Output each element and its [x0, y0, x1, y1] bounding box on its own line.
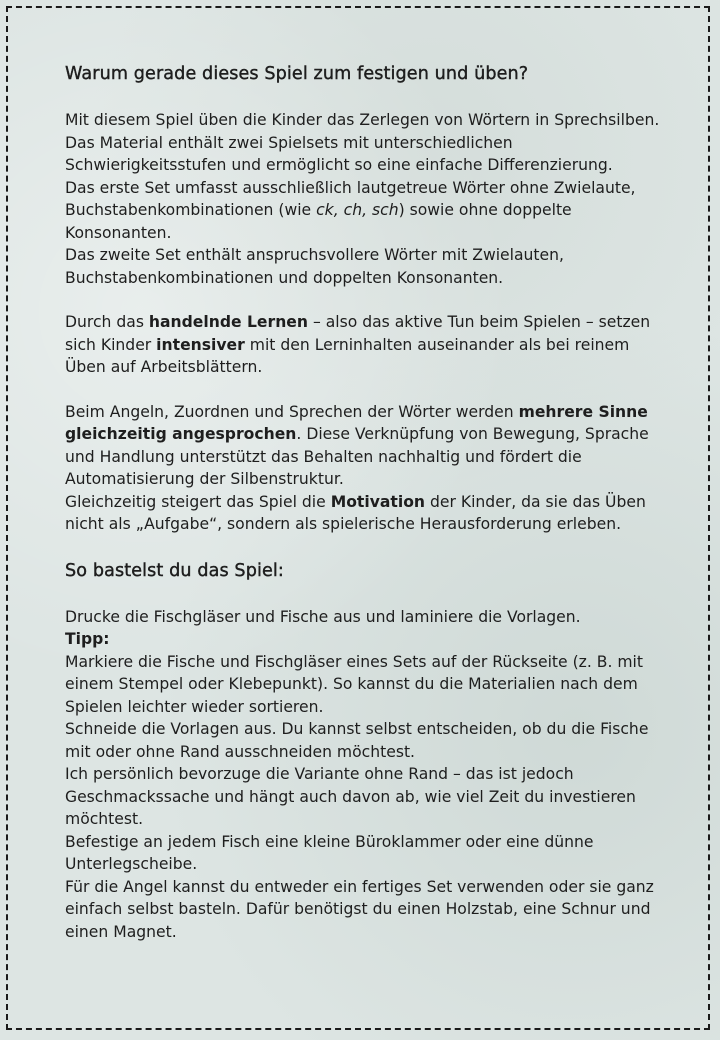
motivation-text-a: Gleichzeitig steigert das Spiel die — [65, 492, 331, 511]
senses-paragraph — [65, 401, 665, 491]
letter-combinations-example: ck, ch, sch — [316, 201, 399, 219]
set-one-text-a: Das erste Set umfasst ausschließlich lautgetreue Wörter ohne Zwielaute, Buchstabenkombinationen (wie — [65, 178, 636, 219]
set-one-text-b: ) sowie ohne doppelte Konsonanten. — [65, 201, 572, 242]
step-attach-clip: Befestige an jedem Fisch eine kleine Büroklammer oder eine dünne Unterlegscheibe. — [65, 832, 594, 873]
emphasis-multiple-senses: mehrere Sinne gleichzeitig angesprochen — [65, 402, 648, 443]
tip-text: Markiere die Fische und Fischgläser eines Sets auf der Rückseite (z. B. mit einem Stempel oder Klebepunkt). So kannst du die Materialien nach dem Spielen leichter wieder sortieren. — [65, 652, 644, 716]
step-print-laminate: Drucke die Fischgläser und Fische aus und laminiere die Vorlagen. — [65, 607, 581, 626]
document-body — [65, 62, 665, 943]
emphasis-hands-on-learning: handelnde Lernen — [148, 313, 308, 331]
heading-how-to-build: So bastelst du das Spiel: — [65, 560, 284, 581]
step-personal-preference: Ich persönlich bevorzuge die Variante ohne Rand – das ist jedoch Geschmackssache und hängt auch davon ab, wie viel Zeit du investieren möchtest. — [65, 765, 636, 828]
tip-label — [65, 628, 665, 651]
heading-why-this-game: Warum gerade dieses Spiel zum festigen und üben? — [65, 64, 529, 84]
motivation-text-c: der Kinder, da sie das Üben nicht als „Aufgabe“, sondern als spielerische Herausforderung erleben. — [65, 492, 646, 533]
learn-text-d: mit den Lerninhalten auseinander als bei reinem Üben auf Arbeitsblättern. — [65, 335, 630, 376]
learn-text-a: Durch das — [65, 313, 149, 331]
senses-text-a: Beim Angeln, Zuordnen und Sprechen der Wörter werden — [65, 402, 519, 421]
tip-label-text: Tipp: — [65, 630, 110, 648]
step-fishing-rod: Für die Angel kannst du entweder ein fertiges Set verwenden oder sie ganz einfach selbst basteln. Dafür benötigst du einen Holzstab, eine Schnur und einen Magnet. — [65, 877, 654, 941]
emphasis-motivation: Motivation — [330, 492, 426, 511]
senses-text-c: . Diese Verknüpfung von Bewegung, Sprache und Handlung unterstützt das Behalten nachhaltig und fördert die Automatisierung der Silbenstruktur. — [65, 425, 649, 488]
intro-paragraph — [65, 109, 665, 177]
hands-on-learning-paragraph — [65, 311, 665, 379]
set-two-paragraph — [65, 244, 665, 289]
intro-text-1: Mit diesem Spiel üben die Kinder das Zerlegen von Wörtern in Sprechsilben. Das Material enthält zwei Spielsets mit unterschiedlichen Schwierigkeitsstufen und ermöglicht so eine einfache Differenzierung. — [65, 111, 660, 174]
set-one-paragraph — [65, 177, 665, 245]
motivation-paragraph — [65, 491, 665, 536]
emphasis-intensive: intensiver — [156, 335, 245, 354]
learn-text-c: – also das aktive Tun beim Spielen – setzen sich Kinder — [65, 313, 651, 354]
set-two-text: Das zweite Set enthält anspruchsvollere Wörter mit Zwielauten, Buchstabenkombinationen und doppelten Konsonanten. — [65, 246, 564, 287]
step-cut-out: Schneide die Vorlagen aus. Du kannst selbst entscheiden, ob du die Fische mit oder ohne Rand ausschneiden möchtest. — [65, 720, 649, 761]
